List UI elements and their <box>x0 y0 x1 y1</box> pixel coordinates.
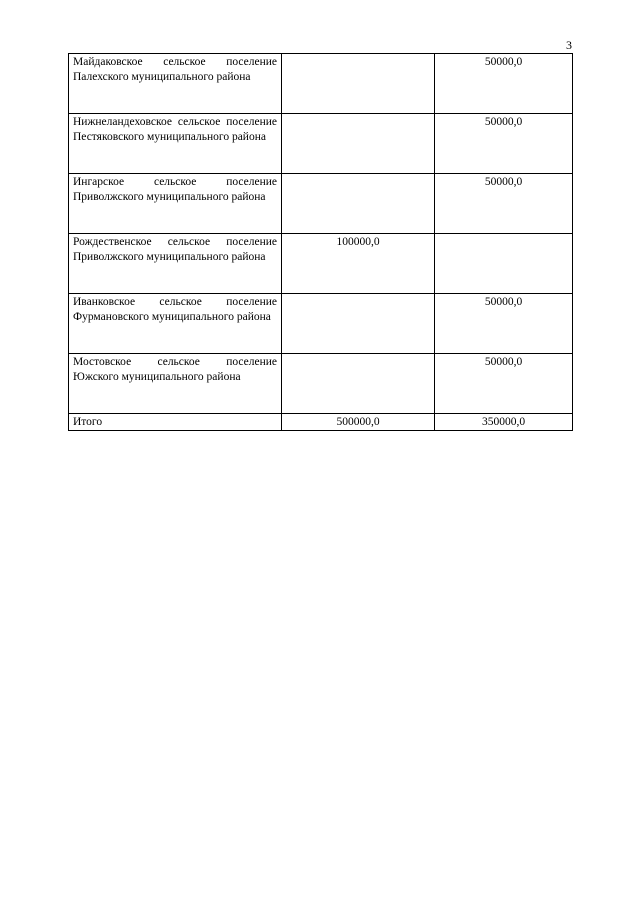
table-row <box>69 234 573 294</box>
table-row <box>69 354 573 414</box>
allocation-table <box>68 53 573 431</box>
page-number: 3 <box>566 38 572 52</box>
settlement-name-cell: Иванковское сельское поселение Фурмановского муниципального района <box>69 294 282 354</box>
total-amount-b-cell: 350000,0 <box>435 414 573 431</box>
settlement-name-cell: Нижнеландеховское сельское поселение Пестяковского муниципального района <box>69 114 282 174</box>
amount-b-cell: 50000,0 <box>435 174 573 234</box>
settlement-name-cell: Рождественское сельское поселение Приволжского муниципального района <box>69 234 282 294</box>
table-row <box>69 54 573 114</box>
table-row <box>69 174 573 234</box>
total-label-cell: Итого <box>69 414 282 431</box>
amount-a-cell: 100000,0 <box>282 234 435 294</box>
amount-b-cell: 50000,0 <box>435 114 573 174</box>
total-row <box>69 414 573 431</box>
amount-a-cell <box>282 114 435 174</box>
amount-b-cell: 50000,0 <box>435 54 573 114</box>
amount-a-cell <box>282 54 435 114</box>
amount-b-cell: 50000,0 <box>435 354 573 414</box>
settlement-name-cell: Майдаковское сельское поселение Палехского муниципального района <box>69 54 282 114</box>
settlement-name-cell: Ингарское сельское поселение Приволжского муниципального района <box>69 174 282 234</box>
total-amount-a-cell: 500000,0 <box>282 414 435 431</box>
amount-b-cell: 50000,0 <box>435 294 573 354</box>
table-row <box>69 114 573 174</box>
amount-a-cell <box>282 294 435 354</box>
amount-a-cell <box>282 174 435 234</box>
table-row <box>69 294 573 354</box>
amount-b-cell <box>435 234 573 294</box>
amount-a-cell <box>282 354 435 414</box>
settlement-name-cell: Мостовское сельское поселение Южского муниципального района <box>69 354 282 414</box>
